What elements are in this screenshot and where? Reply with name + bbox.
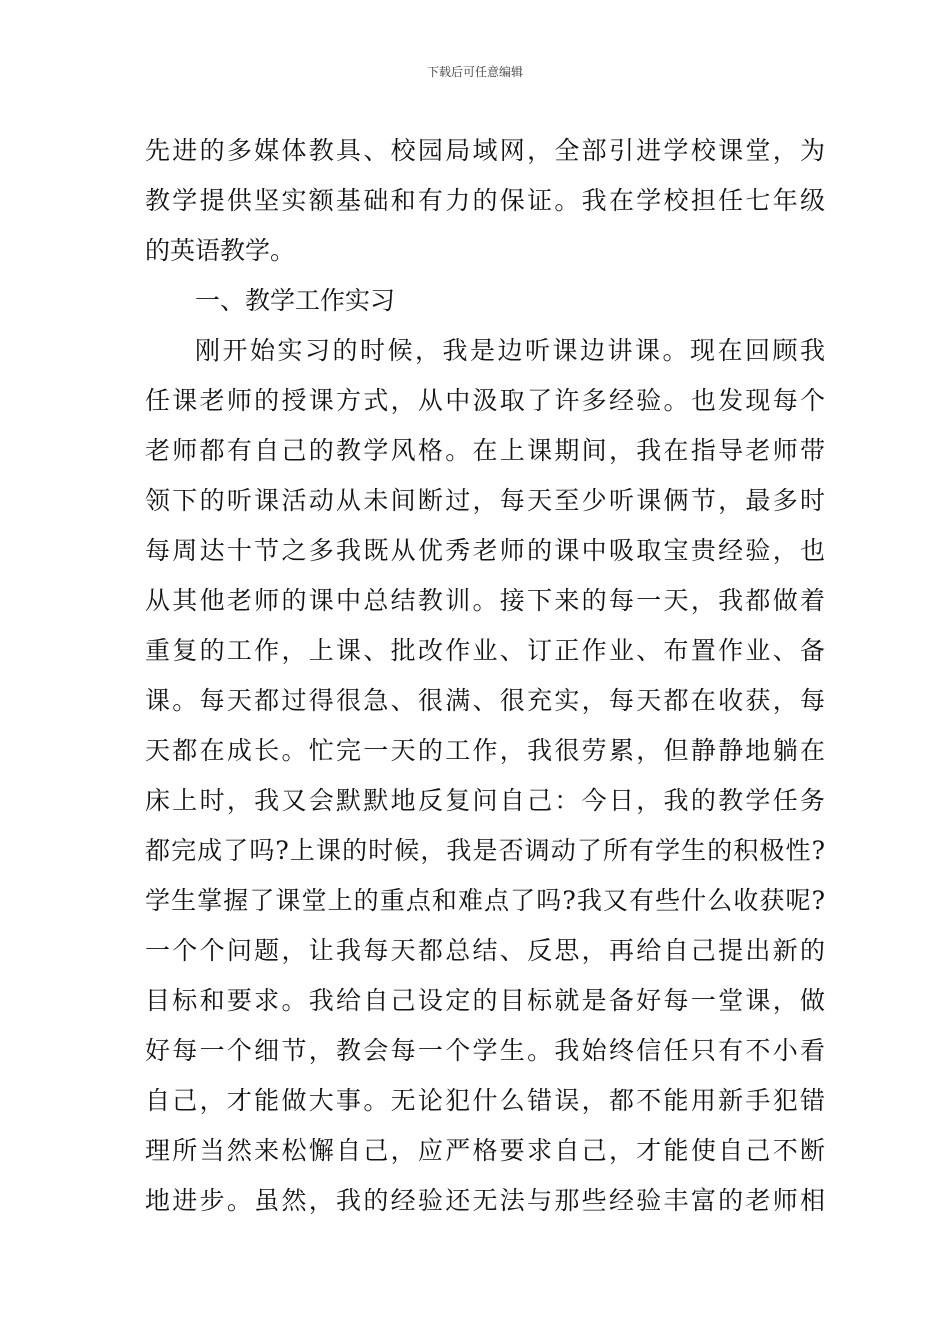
section-heading: 一、教学工作实习 xyxy=(195,286,396,315)
text-line: 重复的工作，上课、批改作业、订正作业、布置作业、备 xyxy=(145,636,825,665)
text-line: 老师都有自己的教学风格。在上课期间，我在指导老师带 xyxy=(145,436,825,465)
text-line: 任课老师的授课方式，从中汲取了许多经验。也发现每个 xyxy=(145,386,825,415)
text-line: 床上时，我又会默默地反复问自己：今日，我的教学任务 xyxy=(145,786,825,815)
text-line: 先进的多媒体教具、校园局域网，全部引进学校课堂，为 xyxy=(145,136,825,165)
text-line: 自己，才能做大事。无论犯什么错误，都不能用新手犯错 xyxy=(145,1086,825,1115)
text-line: 都完成了吗?上课的时候，我是否调动了所有学生的积极性? xyxy=(145,836,825,865)
text-line: 教学提供坚实额基础和有力的保证。我在学校担任七年级 xyxy=(145,186,825,215)
text-line: 的英语教学。 xyxy=(145,236,296,265)
page-header: 下载后可任意编辑 xyxy=(426,65,523,79)
text-line: 理所当然来松懈自己，应严格要求自己，才能使自己不断 xyxy=(145,1136,825,1165)
text-line: 一个个问题，让我每天都总结、反思，再给自己提出新的 xyxy=(145,936,825,965)
text-line: 每周达十节之多我既从优秀老师的课中吸取宝贵经验，也 xyxy=(145,536,825,565)
text-line: 刚开始实习的时候，我是边听课边讲课。现在回顾我 xyxy=(195,336,825,365)
text-line: 目标和要求。我给自己设定的目标就是备好每一堂课，做 xyxy=(145,986,825,1015)
text-line: 好每一个细节，教会每一个学生。我始终信任只有不小看 xyxy=(145,1036,825,1065)
text-line: 课。每天都过得很急、很满、很充实，每天都在收获，每 xyxy=(145,686,825,715)
text-line: 领下的听课活动从未间断过，每天至少听课俩节，最多时 xyxy=(145,486,825,515)
text-line: 地进步。虽然，我的经验还无法与那些经验丰富的老师相 xyxy=(145,1186,825,1215)
text-line: 天都在成长。忙完一天的工作，我很劳累，但静静地躺在 xyxy=(145,736,825,765)
document-body xyxy=(145,126,825,1226)
text-line: 学生掌握了课堂上的重点和难点了吗?我又有些什么收获呢? xyxy=(145,886,825,915)
text-line: 从其他老师的课中总结教训。接下来的每一天，我都做着 xyxy=(145,586,825,615)
